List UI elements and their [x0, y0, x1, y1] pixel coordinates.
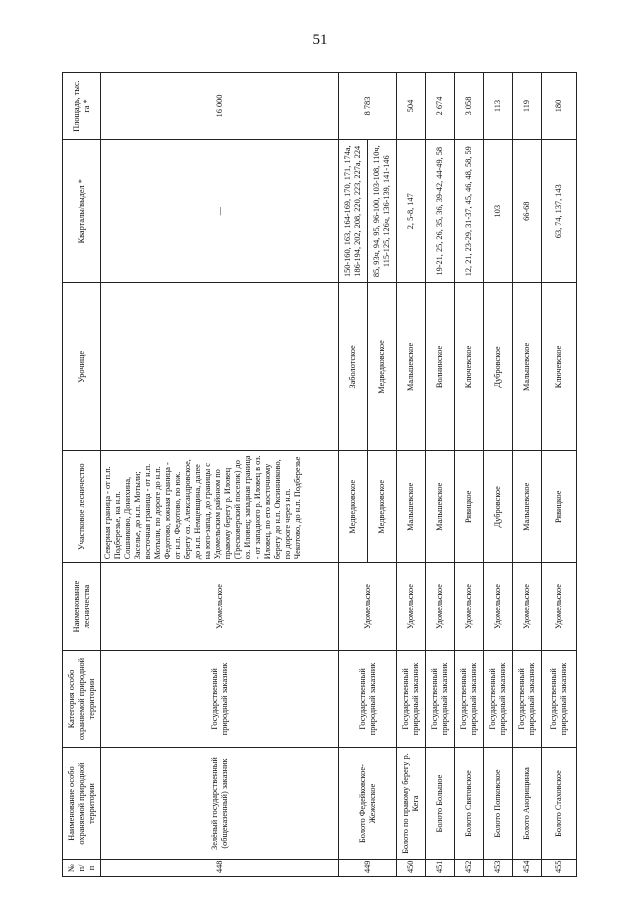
row-kvartaly: 63, 74, 137, 143	[542, 139, 577, 283]
row-name: Болото Попковское	[484, 748, 513, 860]
row-name: Болото Большое	[426, 748, 455, 860]
row-num: 454	[513, 859, 542, 876]
row-kvartaly: 150-160, 163, 164-169, 170, 171, 174а, 186-194, 202, 208, 220, 223, 227а, 224	[339, 139, 368, 283]
row-category: Государственный природный заказник	[484, 650, 513, 747]
row-urochishche: Ключевское	[455, 283, 484, 451]
row-area: 3 058	[455, 73, 484, 140]
row-name: Болото по правому берегу р. Кега	[397, 748, 426, 860]
row-area: 180	[542, 73, 577, 140]
row-lesnichestvo: Удомельское	[455, 563, 484, 651]
row-area: 8 783	[339, 73, 397, 140]
table-row	[339, 73, 368, 877]
header-name: Наименование особо охраняемой природной территории	[63, 748, 101, 860]
row-kvartaly: 12, 21, 23-29, 31-37, 45, 46, 48, 58, 59	[455, 139, 484, 283]
table-row	[397, 73, 426, 877]
row-lesnichestvo: Удомельское	[513, 563, 542, 651]
row-category: Государственный природный заказник	[101, 650, 339, 747]
table-row	[455, 73, 484, 877]
row-num: 455	[542, 859, 577, 876]
row-urochishche: Дубровское	[484, 283, 513, 451]
row-area: 16 000	[101, 73, 339, 140]
table-row	[484, 73, 513, 877]
row-uchastkovoe: Рявицкое	[542, 451, 577, 563]
row-name: Болото Федейковское-Жеженское	[339, 748, 397, 860]
row-kvartaly: —	[101, 139, 339, 283]
row-urochishche: Мальшевское	[513, 283, 542, 451]
row-urochishche: Ключевское	[542, 283, 577, 451]
row-category: Государственный природный заказник	[339, 650, 397, 747]
header-lesnichestvo: Наименование лесничества	[63, 563, 101, 651]
table-row	[513, 73, 542, 877]
row-category: Государственный природный заказник	[426, 650, 455, 747]
row-category: Государственный природный заказник	[513, 650, 542, 747]
header-num: № п/п	[63, 859, 101, 876]
row-kvartaly: 2, 5-8, 147	[397, 139, 426, 283]
row-num: 449	[339, 859, 397, 876]
row-uchastkovoe: Мальшевское	[426, 451, 455, 563]
row-uchastkovoe: Рявицкое	[455, 451, 484, 563]
header-kvartaly: Кварталы/выдел *	[63, 139, 101, 283]
header-category: Категория особо охраняемой природной территории	[63, 650, 101, 747]
page-number: 51	[312, 32, 328, 48]
row-name: Болото Стаховское	[542, 748, 577, 860]
header-area: Площадь, тыс. га *	[63, 73, 101, 140]
row-category: Государственный природный заказник	[397, 650, 426, 747]
row-lesnichestvo: Удомельское	[484, 563, 513, 651]
row-urochishche: Волнинское	[426, 283, 455, 451]
row-category: Государственный природный заказник	[542, 650, 577, 747]
header-uchastkovoe: Участковое лесничество	[63, 451, 101, 563]
header-urochishche: Урочище	[63, 283, 101, 451]
row-lesnichestvo: Удомельское	[339, 563, 397, 651]
row-area: 2 674	[426, 73, 455, 140]
row-urochishche: Заболотское	[339, 283, 368, 451]
rotated-table-sheet	[62, 72, 577, 877]
row-urochishche	[101, 283, 339, 451]
row-area: 504	[397, 73, 426, 140]
row-lesnichestvo: Удомельское	[397, 563, 426, 651]
row-num: 452	[455, 859, 484, 876]
protected-areas-table	[62, 72, 577, 877]
row-urochishche: Мальшевское	[397, 283, 426, 451]
row-area: 119	[513, 73, 542, 140]
row-num: 451	[426, 859, 455, 876]
table-row	[101, 73, 339, 877]
table-header-row	[63, 73, 101, 877]
row-lesnichestvo: Удомельское	[426, 563, 455, 651]
row-category: Государственный природный заказник	[455, 650, 484, 747]
row-urochishche: Медведковское	[368, 283, 397, 451]
row-num: 453	[484, 859, 513, 876]
row-num: 448	[101, 859, 339, 876]
row-uchastkovoe: Северная граница - от п.п. Подберезье, на н.п. Сошниково, Донихина, Заселье, до н.п. Мотыли; восточная граница - от н.п. Мотыли, по дороге до н.п. Федотово, южная граница - от н.п. Федотово, по юж. берегу оз. Александровское, до н.п. Немцевщина, далее на юго-запад, до границы с Удомельским районом по правому берегу р. Иловец (Тресковерский поселок) до оз. Иловец; западная граница - от западного р. Иловец в оз. Иловец, по его восточному берегу до н.п. Оксинниково, по дороге через н.п. Чекотово, до н.п. Подберезье	[101, 451, 339, 563]
row-lesnichestvo: Удомельское	[542, 563, 577, 651]
row-lesnichestvo: Удомельское	[101, 563, 339, 651]
row-num: 450	[397, 859, 426, 876]
row-uchastkovoe: Дубровское	[484, 451, 513, 563]
row-uchastkovoe: Медведковское	[339, 451, 368, 563]
row-area: 113	[484, 73, 513, 140]
row-kvartaly: 85, 93ч, 94, 95, 96-100, 103-108, 110ч, 115-125, 126ч, 136-139, 141-146	[368, 139, 397, 283]
row-kvartaly: 66-68	[513, 139, 542, 283]
row-kvartaly: 103	[484, 139, 513, 283]
row-uchastkovoe: Мальшевское	[513, 451, 542, 563]
row-uchastkovoe: Мальшевское	[397, 451, 426, 563]
row-name: Болото Анорищинка	[513, 748, 542, 860]
table-row	[426, 73, 455, 877]
row-uchastkovoe: Медведковское	[368, 451, 397, 563]
table-row	[542, 73, 577, 877]
row-name: Зелёный государственный (общеказенный) заказник	[101, 748, 339, 860]
row-name: Болото Святовское	[455, 748, 484, 860]
row-kvartaly: 19-21, 25, 26, 35, 36, 39-42, 44-49, 58	[426, 139, 455, 283]
